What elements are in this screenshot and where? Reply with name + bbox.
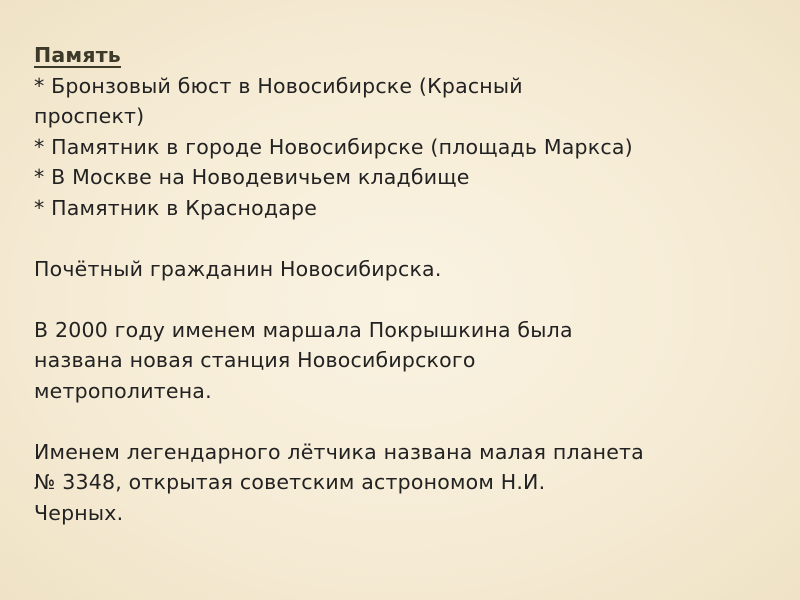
paragraph-gap xyxy=(34,223,794,254)
memorial-item: * Памятник в Краснодаре xyxy=(34,195,318,220)
planet-line: № 3348, открытая советским астрономом Н.И. xyxy=(34,470,546,494)
memorial-item: * Бронзовый бюст в Новосибирске (Красный xyxy=(34,73,523,98)
planet-paragraph xyxy=(34,437,794,529)
memorial-item: * В Москве на Новодевичьем кладбище xyxy=(34,165,470,189)
honorary-citizen-text: Почётный гражданин Новосибирска. xyxy=(34,256,442,281)
memorial-item: проспект) xyxy=(34,104,145,128)
planet-line: Именем легендарного лётчика названа малая планета xyxy=(34,439,644,464)
metro-line: названа новая станция Новосибирского xyxy=(34,348,476,372)
planet-line: Черных. xyxy=(34,500,124,525)
memorial-item: * Памятник в городе Новосибирске (площадь Маркса) xyxy=(34,134,633,159)
metro-line: В 2000 году именем маршала Покрышкина была xyxy=(34,317,573,342)
metro-paragraph xyxy=(34,315,794,407)
paragraph-gap xyxy=(34,284,794,315)
section-title: Память xyxy=(34,43,121,67)
metro-line: метрополитена. xyxy=(34,378,212,403)
memorials-list xyxy=(34,71,794,224)
slide-body xyxy=(34,40,794,528)
paragraph-gap xyxy=(34,406,794,437)
